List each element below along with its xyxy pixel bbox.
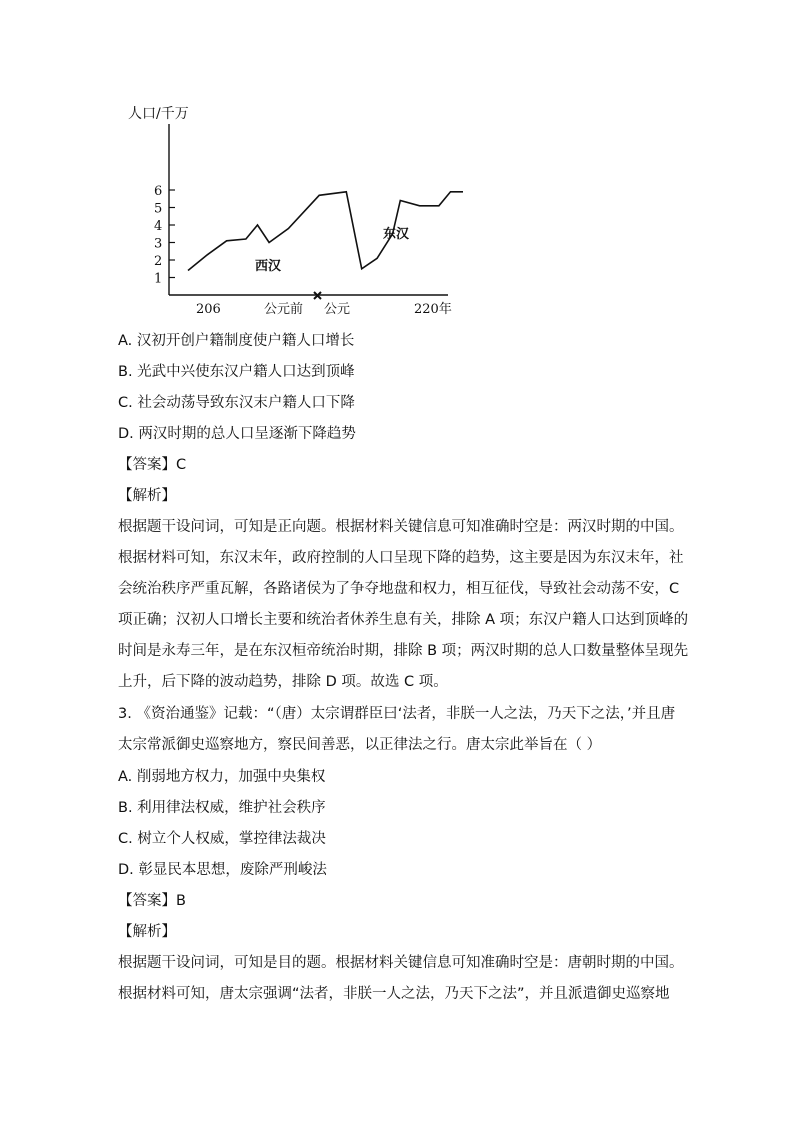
q3-stem-line: 3. 《资治通鉴》记载：“（唐）太宗谓群臣曰‘法者，非朕一人之法，乃天下之法，’并且唐 xyxy=(118,706,676,722)
q2-analysis-line: 根据材料可知，东汉末年，政府控制的人口呈现下降的趋势，这主要是因为东汉末年，社 xyxy=(118,550,684,566)
q2-analysis-line: 项正确；汉初人口增长主要和统治者休养生息有关，排除 A 项；东汉户籍人口达到顶峰的 xyxy=(118,612,689,628)
q2-answer: 【答案】C xyxy=(118,457,187,473)
q2-option-d: D. 两汉时期的总人口呈逐渐下降趋势 xyxy=(118,426,356,442)
q2-analysis-line: 会统治秩序严重瓦解，各路诸侯为了争夺地盘和权力，相互征伐，导致社会动荡不安，C xyxy=(118,581,680,597)
y-axis-label: 人口/千万 xyxy=(128,106,189,122)
q2-analysis-line: 根据题干设问词，可知是正向题。根据材料关键信息可知准确时空是：两汉时期的中国。 xyxy=(118,519,684,535)
q3-analysis-title: 【解析】 xyxy=(118,924,176,940)
population-chart xyxy=(118,98,463,320)
x-start-label: 206 xyxy=(196,302,221,317)
y-ticks xyxy=(154,184,175,287)
y-tick-label: 5 xyxy=(154,201,163,217)
y-tick-label: 3 xyxy=(154,236,163,252)
q3-analysis-line: 根据材料可知，唐太宗强调“法者，非朕一人之法，乃天下之法”，并且派遣御史巡察地 xyxy=(118,986,670,1002)
q3-stem-line: 太宗常派御史巡察地方，察民间善恶，以正律法之行。唐太宗此举旨在（ ） xyxy=(118,737,602,753)
y-tick-label: 6 xyxy=(154,184,163,199)
q3-answer: 【答案】B xyxy=(118,893,186,909)
q3-option-a: A. 削弱地方权力，加强中央集权 xyxy=(118,769,326,785)
population-line xyxy=(188,192,463,274)
q3-option-b: B. 利用律法权威，维护社会秩序 xyxy=(118,800,326,816)
q2-option-a: A. 汉初开创户籍制度使户籍人口增长 xyxy=(118,333,355,349)
region-label-eastern-han: 东汉 xyxy=(383,227,410,242)
q3-stem xyxy=(118,699,678,761)
q2-analysis xyxy=(118,512,689,698)
q2-option-b: B. 光武中兴使东汉户籍人口达到顶峰 xyxy=(118,364,355,380)
q3-option-d: D. 彰显民本思想，废除严刑峻法 xyxy=(118,862,327,878)
y-tick-label: 4 xyxy=(154,219,163,234)
x-axis-end-label: 220年 xyxy=(414,302,452,317)
q2-analysis-title: 【解析】 xyxy=(118,488,176,504)
q3-analysis-line: 根据题干设问词，可知是目的题。根据材料关键信息可知准确时空是：唐朝时期的中国。 xyxy=(118,955,684,971)
q2-analysis-line: 上升，后下降的波动趋势，排除 D 项。故选 C 项。 xyxy=(118,674,448,690)
q3-option-c: C. 树立个人权威，掌控律法裁决 xyxy=(118,831,326,847)
q2-analysis-line: 时间是永寿三年，是在东汉桓帝统治时期，排除 B 项；两汉时期的总人口数量整体呈现先 xyxy=(118,643,689,659)
q3-analysis xyxy=(118,948,684,1010)
y-tick-label: 2 xyxy=(154,254,163,269)
y-tick-label: 1 xyxy=(154,271,163,287)
era-label-ad: 公元 xyxy=(324,302,351,317)
region-label-western-han: 西汉 xyxy=(255,259,282,274)
era-label-bc: 公元前 xyxy=(264,302,304,317)
q2-option-c: C. 社会动荡导致东汉末户籍人口下降 xyxy=(118,395,355,411)
